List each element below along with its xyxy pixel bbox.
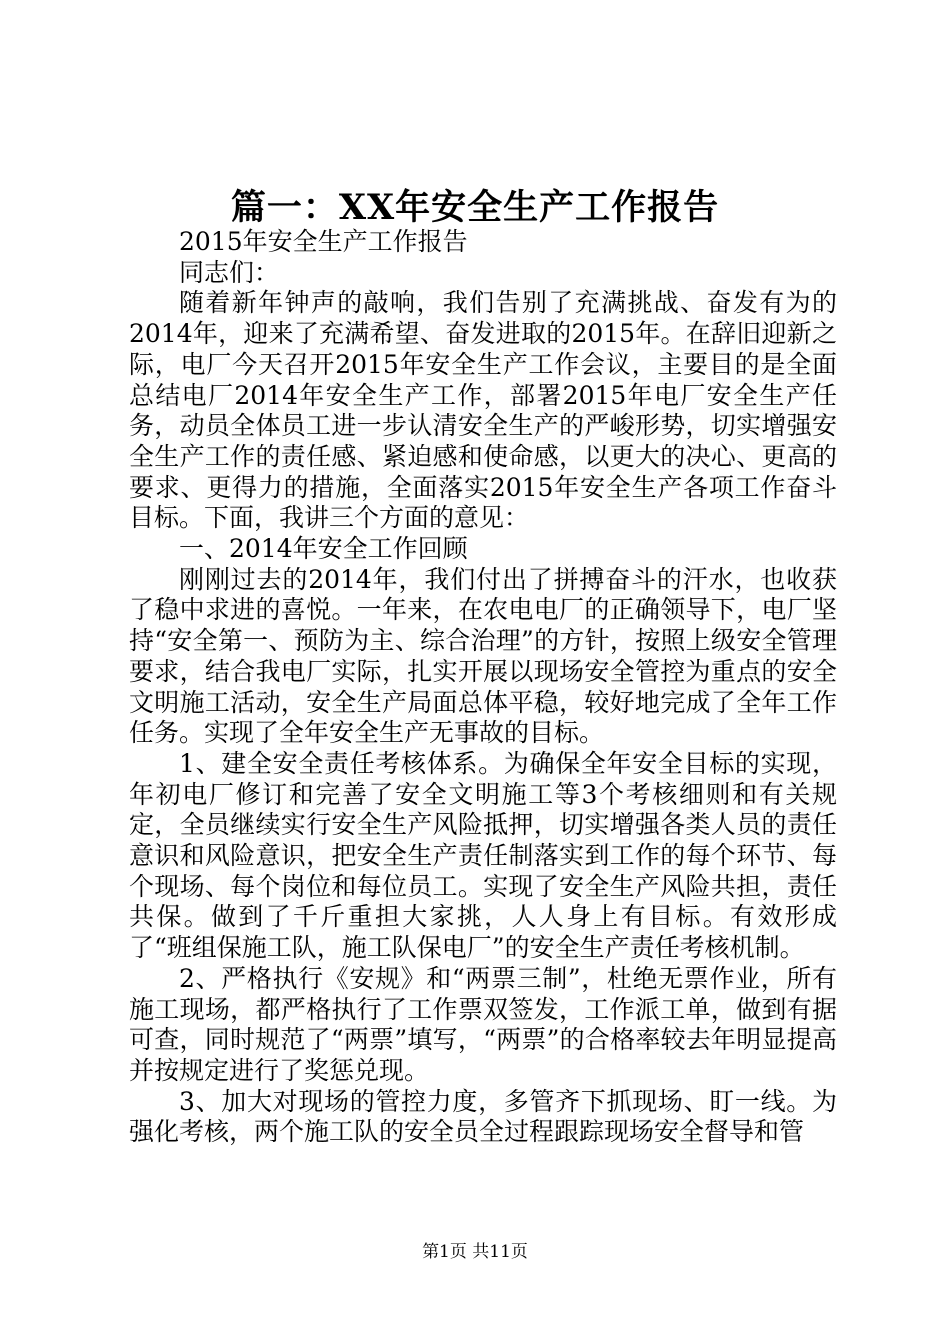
- intro-paragraph: 随着新年钟声的敲响，我们告别了充满挑战、奋发有为的2014年，迎来了充满希望、奋发进取的2015年。在辞旧迎新之际，电厂今天召开2015年安全生产工作会议，主要目的是全面总结电厂2014年安全生产工作，部署2015年电厂安全生产任务，动员全体员工进一步认清安全生产的严峻形势，切实增强安全生产工作的责任感、紧迫感和使命感，以更大的决心、更高的要求、更得力的措施，全面落实2015年安全生产各项工作奋斗目标。下面，我讲三个方面的意见：: [129, 288, 837, 533]
- page-number-footer: 第1页 共11页: [422, 1242, 528, 1262]
- salutation: 同志们：: [179, 257, 280, 287]
- document-title: 篇一：XX年安全生产工作报告: [230, 187, 720, 228]
- point-3-paragraph: 3、加大对现场的管控力度，多管齐下抓现场、盯一线。为强化考核，两个施工队的安全员全过程跟踪现场安全督导和管: [129, 1086, 837, 1147]
- report-subtitle: 2015年安全生产工作报告: [179, 227, 468, 256]
- document-body: [129, 227, 837, 1148]
- review-paragraph: 刚刚过去的2014年，我们付出了拼搏奋斗的汗水，也收获了稳中求进的喜悦。一年来，在农电电厂的正确领导下，电厂坚持“安全第一、预防为主、综合治理”的方针，按照上级安全管理要求，结合我电厂实际，扎实开展以现场安全管控为重点的安全文明施工活动，安全生产局面总体平稳，较好地完成了全年工作任务。实现了全年安全生产无事故的目标。: [129, 564, 837, 748]
- point-1-paragraph: 1、建全安全责任考核体系。为确保全年安全目标的实现，年初电厂修订和完善了安全文明施工等3个考核细则和有关规定，全员继续实行安全生产风险抵押，切实增强各类人员的责任意识和风险意识，把安全生产责任制落实到工作的每个环节、每个现场、每个岗位和每位员工。实现了安全生产风险共担，责任共保。做到了千斤重担大家挑，人人身上有目标。有效形成了“班组保施工队，施工队保电厂”的安全生产责任考核机制。: [129, 748, 837, 963]
- section-heading-review: 一、2014年安全工作回顾: [179, 534, 468, 564]
- point-2-paragraph: 2、严格执行《安规》和“两票三制”，杜绝无票作业，所有施工现场，都严格执行了工作票双签发，工作派工单，做到有据可查，同时规范了“两票”填写，“两票”的合格率较去年明显提高并按规定进行了奖惩兑现。: [129, 963, 837, 1085]
